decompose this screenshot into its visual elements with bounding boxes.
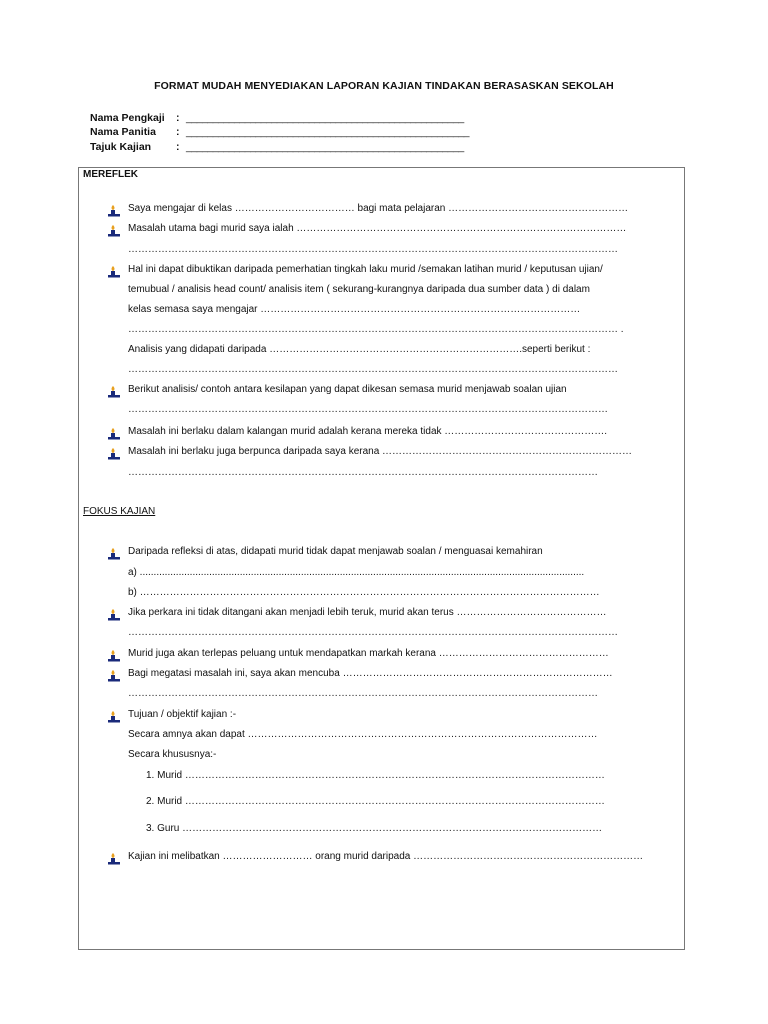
candle-bullet-icon (107, 710, 121, 722)
fokus-line: b) ………………………………………………………………………………………………………………………… (128, 587, 600, 598)
candle-bullet-icon (107, 224, 121, 236)
candle-bullet-icon (107, 385, 121, 397)
mereflek-line: ………………………………………………………………………………………………………………………………… . (128, 324, 624, 335)
candle-bullet-icon (107, 204, 121, 216)
mereflek-line: Masalah utama bagi murid saya ialah ……………………………………………………………………………………… (128, 223, 627, 234)
section-heading-mereflek: MEREFLEK (83, 169, 138, 180)
field-colon: : (176, 141, 180, 153)
mereflek-line: Masalah ini berlaku dalam kalangan murid adalah kerana mereka tidak …………………………………………. (128, 426, 608, 437)
mereflek-line: ……………………………………………………………………………………………………………………………… (128, 404, 608, 415)
field-nama-pengkaji (90, 112, 464, 124)
fokus-line: 3. Guru ……………………………………………………………………………………………………………… (146, 823, 603, 834)
field-blank[interactable]: ____________________________________________________ (186, 141, 464, 153)
section-heading-fokus-kajian: FOKUS KAJIAN (83, 506, 156, 517)
mereflek-line: Saya mengajar di kelas ……………………………… bagi mata pelajaran ……………………………………………… (128, 203, 629, 214)
candle-bullet-icon (107, 852, 121, 864)
fokus-line: Daripada refleksi di atas, didapati murid tidak dapat menjawab soalan / menguasai kemahiran (128, 546, 543, 557)
field-colon: : (176, 112, 180, 124)
fokus-line: a) ................................................................................................................................................................ (128, 567, 585, 578)
mereflek-line: ………………………………………………………………………………………………………………………………… (128, 364, 618, 375)
candle-bullet-icon (107, 649, 121, 661)
fokus-line: Murid juga akan terlepas peluang untuk mendapatkan markah kerana …………………………………………… (128, 648, 609, 659)
field-tajuk-kajian (90, 141, 464, 153)
mereflek-line: ………………………………………………………………………………………………………………………………… (128, 244, 618, 255)
mereflek-line: Hal ini dapat dibuktikan daripada pemerhatian tingkah laku murid /semakan latihan murid / keputusan ujian/ (128, 264, 603, 275)
field-blank[interactable]: ____________________________________________________ (186, 112, 464, 124)
fokus-line: 1. Murid ……………………………………………………………………………………………………………… (146, 770, 605, 781)
field-label: Nama Pengkaji (90, 112, 165, 124)
fokus-line: Kajian ini melibatkan ……………………… orang murid daripada …………………………………………………………… (128, 851, 644, 862)
fokus-line: 2. Murid ……………………………………………………………………………………………………………… (146, 796, 605, 807)
mereflek-line: Analisis yang didapati daripada ………………………………………………………………….seperti berikut : (128, 344, 591, 355)
fokus-line: Secara khususnya:- (128, 749, 217, 760)
candle-bullet-icon (107, 447, 121, 459)
candle-bullet-icon (107, 608, 121, 620)
mereflek-line: Berikut analisis/ contoh antara kesilapan yang dapat dikesan semasa murid menjawab soalan ujian (128, 384, 567, 395)
fokus-line: Jika perkara ini tidak ditangani akan menjadi lebih teruk, murid akan terus ……………………………………… (128, 607, 607, 618)
fokus-line: …………………………………………………………………………………………………………………………… (128, 688, 598, 699)
mereflek-line: Masalah ini berlaku juga berpunca daripada saya kerana ………………………………………………………………… (128, 446, 633, 457)
candle-bullet-icon (107, 427, 121, 439)
fokus-line: Bagi megatasi masalah ini, saya akan mencuba ……………………………………………………………………… (128, 668, 613, 679)
mereflek-line: temubual / analisis head count/ analisis item ( sekurang-kurangnya daripada dua sumber data ) di dalam (128, 284, 590, 295)
fokus-line: Tujuan / objektif kajian :- (128, 709, 237, 720)
mereflek-line: kelas semasa saya mengajar …………………………………………………………………………………… (128, 304, 581, 315)
document-title: FORMAT MUDAH MENYEDIAKAN LAPORAN KAJIAN TINDAKAN BERASASKAN SEKOLAH (154, 80, 614, 92)
fokus-line: ………………………………………………………………………………………………………………………………… (128, 627, 618, 638)
fokus-line: Secara amnya akan dapat …………………………………………………………………………………………… (128, 729, 598, 740)
field-label: Nama Panitia (90, 126, 156, 138)
field-blank[interactable]: _____________________________________________________ (186, 126, 469, 138)
candle-bullet-icon (107, 265, 121, 277)
mereflek-line: …………………………………………………………………………………………………………………………… (128, 467, 598, 478)
candle-bullet-icon (107, 669, 121, 681)
field-colon: : (176, 126, 180, 138)
candle-bullet-icon (107, 547, 121, 559)
field-label: Tajuk Kajian (90, 141, 152, 153)
field-nama-panitia (90, 126, 469, 138)
